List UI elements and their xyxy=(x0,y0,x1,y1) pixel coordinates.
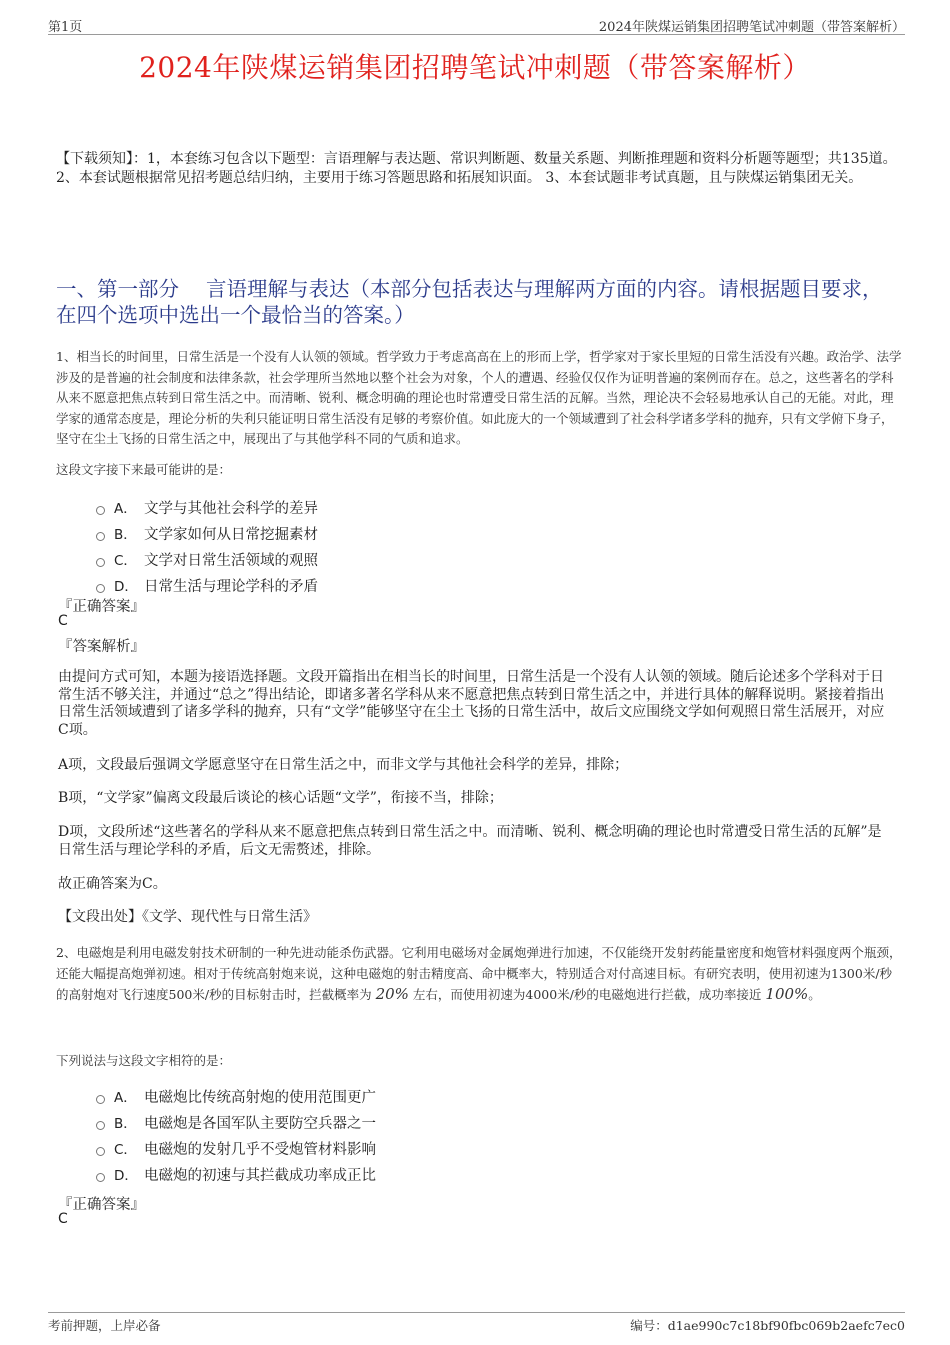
question-2-option-b[interactable]: B． 电磁炮是各国军队主要防空兵器之一 xyxy=(96,1109,376,1135)
radio-icon[interactable] xyxy=(96,1095,105,1104)
radio-icon[interactable] xyxy=(96,558,105,567)
radio-icon[interactable] xyxy=(96,584,105,593)
document-title: 2024年陕煤运销集团招聘笔试冲刺题（带答案解析） xyxy=(139,51,811,84)
footer-slogan: 考前押题，上岸必备 xyxy=(48,1318,161,1333)
question-2-text: 2、电磁炮是利用电磁发射技术研制的一种先进动能杀伤武器。它利用电磁场对金属炮弹进行加速，不仅能绕开发射药能量密度和炮管材料强度两个瓶颈，还能大幅提高炮弹初速。相对于传统高射炮来说，这种电磁炮的射击精度高、命中概率大，特别适合对付高速目标。有研究表明，使用初速为1300米/秒的高射炮对飞行速度500米/秒的目标射击时，拦截概率为 20% 左右，而使用初速为4000米/秒的电磁炮进行拦截，成功率接近 100%。 xyxy=(56,945,902,1003)
analysis-paragraph-4: D项，文段所述“这些著名的学科从来不愿意把焦点转到日常生活之中。而清晰、锐利、概念明确的理论也时常遭受日常生活的瓦解”是日常生活与理论学科的矛盾，后文无需赘述，排除。 xyxy=(58,824,882,858)
radio-icon[interactable] xyxy=(96,1173,105,1182)
question-1-prompt: 这段文字接下来最可能讲的是： xyxy=(56,462,232,477)
footer-doc-id: 编号：d1ae990c7c18bf90fbc069b2aefc7ec0 xyxy=(630,1318,905,1333)
analysis-paragraph-2: A项，文段最后强调文学愿意坚守在日常生活之中，而非文学与其他社会科学的差异，排除； xyxy=(58,757,629,773)
radio-icon[interactable] xyxy=(96,1121,105,1130)
question-2-options xyxy=(96,1083,376,1187)
question-2-option-d[interactable]: D． 电磁炮的初速与其拦截成功率成正比 xyxy=(96,1161,376,1187)
page-number: 第1页 xyxy=(48,20,83,35)
question-2-option-c[interactable]: C． 电磁炮的发射几乎不受炮管材料影响 xyxy=(96,1135,376,1161)
question-2-prompt: 下列说法与这段文字相符的是： xyxy=(56,1053,232,1068)
question-1-answer: C xyxy=(58,613,68,629)
header-doc-title: 2024年陕煤运销集团招聘笔试冲刺题（带答案解析） xyxy=(598,20,905,35)
question-1-option-c[interactable]: C． 文学对日常生活领域的观照 xyxy=(96,546,318,572)
percent-20: 20% xyxy=(375,985,409,1003)
question-1-answer-label: 『正确答案』 xyxy=(58,599,145,615)
question-1-source: 【文段出处】《文学、现代性与日常生活》 xyxy=(58,909,317,925)
question-1-option-d[interactable]: D． 日常生活与理论学科的矛盾 xyxy=(96,572,318,598)
question-2-answer: C xyxy=(58,1211,68,1227)
page-header xyxy=(48,14,905,35)
radio-icon[interactable] xyxy=(96,506,105,515)
question-1-option-b[interactable]: B． 文学家如何从日常挖掘素材 xyxy=(96,520,318,546)
radio-icon[interactable] xyxy=(96,1147,105,1156)
page-footer xyxy=(48,1312,905,1333)
question-2-answer-label: 『正确答案』 xyxy=(58,1197,145,1213)
question-2-option-a[interactable]: A． 电磁炮比传统高射炮的使用范围更广 xyxy=(96,1083,376,1109)
analysis-paragraph-5: 故正确答案为C。 xyxy=(58,876,167,892)
analysis-paragraph-3: B项，“文学家”偏离文段最后谈论的核心话题“文学”，衔接不当，排除； xyxy=(58,790,503,806)
question-1-options xyxy=(96,494,318,598)
radio-icon[interactable] xyxy=(96,532,105,541)
question-1-analysis-label: 『答案解析』 xyxy=(58,639,145,655)
question-1-text: 1、相当长的时间里，日常生活是一个没有人认领的领域。哲学致力于考虑高高在上的形而上学，哲学家对于家长里短的日常生活没有兴趣。政治学、法学涉及的是普遍的社会制度和法律条款，社会学理所当然地以整个社会为对象，个人的遭遇、经验仅仅作为证明普遍的案例而存在。总之，这些著名的学科从来不愿意把焦点转到日常生活之中。而清晰、锐利、概念明确的理论也时常遭受日常生活的瓦解。当然，理论决不会轻易地承认自己的无能。对此，理学家的通常态度是，理论分析的失利只能证明日常生活没有足够的考察价值。如此庞大的一个领域遭到了社会科学诸多学科的抛弃，只有文学俯下身子，坚守在尘土飞扬的日常生活之中，展现出了与其他学科不同的气质和追求。 xyxy=(56,349,902,446)
percent-100: 100% xyxy=(765,985,809,1003)
section-title: 一、第一部分 言语理解与表达（本部分包括表达与理解两方面的内容。请根据题目要求，在四个选项中选出一个最恰当的答案。） xyxy=(56,277,883,327)
analysis-paragraph-1: 由提问方式可知，本题为接语选择题。文段开篇指出在相当长的时间里，日常生活是一个没有人认领的领域。随后论述多个学科对于日常生活不够关注，并通过“总之”得出结论，即诸多著名学科从来不愿意把焦点转到日常生活之中，并进行具体的解释说明。紧接着指出日常生活领域遭到了诸多学科的抛弃，只有“文学”能够坚守在尘土飞扬的日常生活中，故后文应围绕文学如何观照日常生活展开，对应C项。 xyxy=(58,669,885,738)
question-1-option-a[interactable]: A． 文学与其他社会科学的差异 xyxy=(96,494,318,520)
download-notice: 【下载须知】：1，本套练习包含以下题型：言语理解与表达题、常识判断题、数量关系题、判断推理题和资料分析题等题型；共135道。 2、本套试题根据常见招考题总结归纳，主要用于练习答题思路和拓展知识面。 3、本套试题非考试真题，且与陕煤运销集团无关。 xyxy=(56,151,897,186)
